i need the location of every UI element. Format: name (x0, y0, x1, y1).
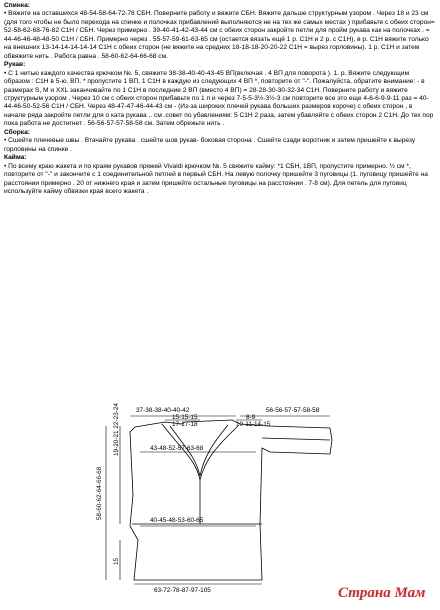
label-body-width: 43-48-52-57-63-68 (150, 445, 204, 452)
trim-instructions: • По всему краю жакета и по краям рукавов пряжей Vivaldi крючком №. 5 свяжите кайму: *1 СБН, 1ВП, пропустите примерно. ½ см *, повторите от "-" и закончите с 1 соединительной петлей в первый СБН. На левую полочку пришейте 3 пуговицы (1. пуговицу пришейте на расстоянии примерно . 20 от нижнего края и затем пришейте остальные пуговицы на расстоянии . 7-8 см). Для петель для пуговиц используйте кайму обвязки края всего жакета . (4, 162, 428, 195)
label-neck-1: 15-15-15 (172, 414, 198, 421)
assembly-heading: Сборка: (4, 128, 30, 136)
label-hem-depth: 15 (113, 557, 120, 565)
label-shoulder-1: 8-9 (246, 414, 256, 421)
label-top-width: 37-38-38-40-40-42 (136, 407, 190, 414)
label-total-length: 58-60-62-64-66-68 (96, 466, 103, 520)
label-sleeve-length: 56-56-57-57-58-58 (266, 407, 320, 414)
sleeve-instructions: • С 1 нитью каждого качества крючком №. 5, свяжите 38-38-40-40-43-45 ВП(включая . 4 ВП для поворота ). 1. р. Вяжите следующим образом : С1Н в 5-ю. ВП. * пропустите 1 ВП, 1 С1Н в каждую из следующих 4 ВП *, повторите от "-". Пожалуйста, обратите внимание: - в размерах S, M и XXL заканчивайте по 1 С1Н в последние 2 ВП (вместо 4 ВП) = 28-28-30-30-32-34 С1Н. Поверните работу и вяжите структурным узором . Через 10 см с обеих сторон прибавьте по 1 п и через 7-5-5-3½-3½-3 см повторите все это еще 4-6-6-9-9-11 раз = 40-44-46-50-52-56 С1Н / СБН. Через 48-47-47-46-44-43 см - (Из-за широких плечей рукава больших размеров короче) с обеих сторон , в начале ряда закройте петли для о ката рукава .. см .совет по убавлениям: 5 С1Н 2 раза, затем убавляйте с обеих сторон 2 С1Н. До тех пор пока работа не достигнет . 56-56-57-57-58-58 см. Затем обрежьте нить . (4, 69, 434, 128)
sleeve-heading: Рукав: (4, 61, 26, 69)
jacket-schematic (0, 330, 440, 610)
trim-heading: Кайма: (4, 154, 27, 162)
site-watermark (338, 582, 434, 602)
label-armhole-depth: 19-20-21 22-23-24 (113, 403, 120, 456)
label-hem-width: 63-72-78-87-97-105 (154, 587, 211, 594)
label-neck-2: 17-17-18 (172, 421, 198, 428)
pattern-text (4, 2, 436, 196)
back-instructions: • Вяжите на оставшихся 48-54-58-64-72-78 СБН. Поверните работу и вяжите СБН. Вяжите дальше структурным узором . Через 18 и 23 см (для того чтобы не было перехода на спинке и полочках прибавлений выполняются не на тех же самых местах ) прибавьте с обеих сторон= 52-58-62-68-76-82 С1Н / СБН. Через примерно . 39-40-41-42-43-44 см с обеих сторон закройте петли для пройм рукава как на полочках . = 44-46-46-48-48-50 С1Н / СБН. Примерно через . 55-57-59-61-63-65 см (остается вязать ещё 1 р. С1Н и 2 р. с С1Н), в р. С1Н вяжите только на внешних 13-14-14-14-14-14 С1Н с обеих сторон (не вяжите на средних 18-18-18-20-20-22 С1Н = вырез горловины). 1 р. С1Н и затем обвяжите нить . Работа равна . 58-60-62-64-66-68 см. (4, 10, 435, 60)
back-heading: Спинка: (4, 2, 30, 9)
body-outline (130, 420, 332, 580)
label-shoulder-2: 10-11-14-15 (236, 421, 271, 428)
label-waist-width: 40-45-48-53-60-65 (150, 517, 204, 524)
assembly-instructions: • Сшейте плечевые швы . Втачайте рукава . сшейте шов рукав- боковая сторона . Сшейте сзади воротник и затем пришейте к вырезу горловины на спинке . (4, 137, 416, 153)
watermark-text: Страна Мам (338, 585, 426, 601)
